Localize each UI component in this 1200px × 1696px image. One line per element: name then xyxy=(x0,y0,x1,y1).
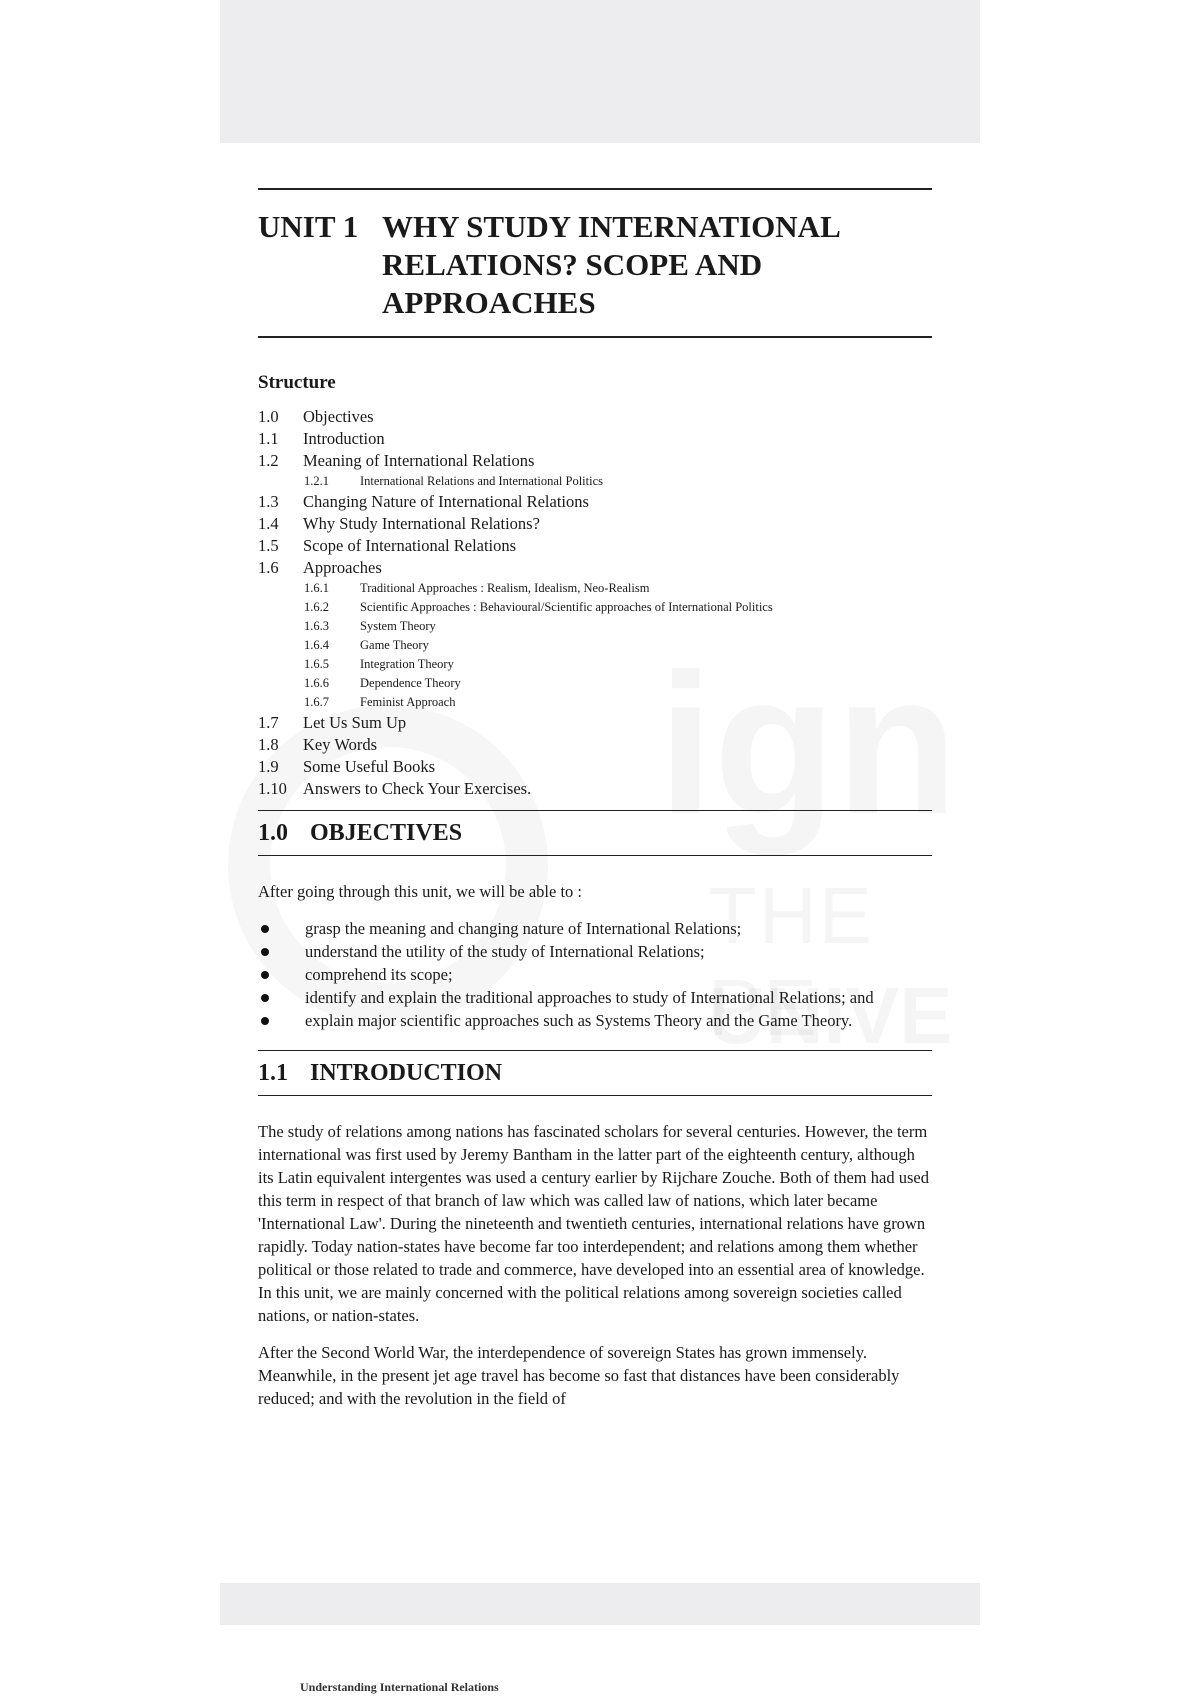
list-item xyxy=(258,1009,932,1032)
bullet-icon xyxy=(258,986,305,1009)
structure-item-label: Approaches xyxy=(303,558,382,577)
introduction-paragraph-2: After the Second World War, the interdependence of sovereign States has grown immensely. Meanwhile, in the present jet age travel has become so fast that distances have been considerably reduced; and with the revolution in the field of xyxy=(258,1343,900,1408)
structure-item-label: Why Study International Relations? xyxy=(303,514,540,533)
structure-item xyxy=(258,513,932,535)
structure-item-label: Answers to Check Your Exercises. xyxy=(303,779,532,798)
structure-item-number: 1.9 xyxy=(258,757,279,776)
structure-item-label: Objectives xyxy=(303,407,374,426)
structure-subitem xyxy=(258,472,932,491)
unit-title-line: APPROACHES xyxy=(382,285,596,320)
structure-item-label: Changing Nature of International Relations xyxy=(303,492,589,511)
structure-item xyxy=(258,428,932,450)
structure-item-label: Key Words xyxy=(303,735,377,754)
structure-item-label: Introduction xyxy=(303,429,385,448)
list-item-text: comprehend its scope; xyxy=(305,965,453,984)
introduction-bottom-rule xyxy=(258,1095,932,1096)
bullet-icon xyxy=(258,940,305,963)
document-page xyxy=(258,188,932,1410)
section-number: 1.0 xyxy=(258,820,288,846)
structure-item-number: 1.6.6 xyxy=(304,676,329,690)
structure-item-label: Traditional Approaches : Realism, Idealism, Neo-Realism xyxy=(360,581,650,595)
objectives-intro: After going through this unit, we will be able to : xyxy=(258,882,582,901)
objectives-heading xyxy=(258,811,932,855)
structure-subitem xyxy=(258,598,932,617)
bullet-icon xyxy=(258,917,305,940)
structure-item-label: Scope of International Relations xyxy=(303,536,517,555)
structure-subitem xyxy=(258,655,932,674)
structure-item xyxy=(258,557,932,579)
unit-title-block xyxy=(258,208,932,322)
structure-item xyxy=(258,756,932,778)
structure-item-number: 1.0 xyxy=(258,407,279,426)
structure-item-number: 1.2 xyxy=(258,451,279,470)
section-title: OBJECTIVES xyxy=(310,820,463,846)
structure-item-label: Meaning of International Relations xyxy=(303,451,535,470)
structure-item-number: 1.6.7 xyxy=(304,695,329,709)
structure-item-number: 1.6.1 xyxy=(304,581,329,595)
structure-item xyxy=(258,535,932,557)
top-gray-band xyxy=(220,0,980,143)
title-bottom-rule xyxy=(258,336,932,338)
list-item xyxy=(258,917,932,940)
structure-item-number: 1.7 xyxy=(258,713,279,732)
structure-item-label: Integration Theory xyxy=(360,657,454,671)
structure-item-number: 1.6.4 xyxy=(304,638,329,652)
structure-item xyxy=(258,778,932,800)
introduction-heading xyxy=(258,1051,932,1095)
objectives-list xyxy=(258,917,932,1032)
structure-subitem xyxy=(258,693,932,712)
structure-subitem xyxy=(258,579,932,598)
unit-title-line: RELATIONS? SCOPE AND xyxy=(382,247,763,282)
unit-title-line: WHY STUDY INTERNATIONAL xyxy=(382,209,841,244)
structure-item-label: Some Useful Books xyxy=(303,757,435,776)
structure-item-number: 1.1 xyxy=(258,429,279,448)
structure-item-number: 1.10 xyxy=(258,779,287,798)
unit-title xyxy=(382,208,841,322)
structure-item-number: 1.8 xyxy=(258,735,279,754)
structure-subitem xyxy=(258,636,932,655)
list-item-text: identify and explain the traditional approaches to study of International Relations; and xyxy=(305,988,874,1007)
structure-item-label: Dependence Theory xyxy=(360,676,461,690)
structure-item xyxy=(258,712,932,734)
bullet-icon xyxy=(258,1009,305,1032)
bottom-gray-band xyxy=(220,1583,980,1625)
list-item-text: understand the utility of the study of International Relations; xyxy=(305,942,705,961)
list-item xyxy=(258,940,932,963)
structure-item-number: 1.6.3 xyxy=(304,619,329,633)
structure-item xyxy=(258,406,932,428)
structure-subitem xyxy=(258,617,932,636)
list-item-text: grasp the meaning and changing nature of International Relations; xyxy=(305,919,742,938)
section-number: 1.1 xyxy=(258,1060,288,1086)
structure-item-label: Feminist Approach xyxy=(360,695,456,709)
bullet-icon xyxy=(258,963,305,986)
structure-item-number: 1.4 xyxy=(258,514,279,533)
structure-item-number: 1.6 xyxy=(258,558,279,577)
structure-item xyxy=(258,491,932,513)
structure-item xyxy=(258,450,932,472)
list-item xyxy=(258,963,932,986)
structure-item-label: System Theory xyxy=(360,619,436,633)
structure-item-label: International Relations and International Politics xyxy=(360,474,603,488)
list-item xyxy=(258,986,932,1009)
structure-item-label: Game Theory xyxy=(360,638,429,652)
unit-label: UNIT 1 xyxy=(258,209,359,244)
section-title: INTRODUCTION xyxy=(310,1060,503,1086)
structure-item-number: 1.6.5 xyxy=(304,657,329,671)
introduction-paragraph-1: The study of relations among nations has fascinated scholars for several centuries. However, the term international was first used by Jeremy Bantham in the latter part of the eighteenth century, although its Latin equivalent intergentes was used a century earlier by Rijchare Zouche. Both of them had used this term in respect of that branch of law which was called law of nations, which later became 'International Law'. During the nineteenth and twentieth centuries, international relations have grown rapidly. Today nation-states have become far too interdependent; and relations among them whether political or those related to trade and commerce, have developed into an essential area of knowledge. In this unit, we are mainly concerned with the political relations among sovereign societies called nations, or nation-states. xyxy=(258,1122,929,1325)
structure-subitem xyxy=(258,674,932,693)
structure-item-number: 1.5 xyxy=(258,536,279,555)
structure-item-label: Scientific Approaches : Behavioural/Scientific approaches of International Politics xyxy=(360,600,773,614)
list-item-text: explain major scientific approaches such as Systems Theory and the Game Theory. xyxy=(305,1011,853,1030)
structure-list xyxy=(258,406,932,800)
next-page-footer: Understanding International Relations xyxy=(300,1680,499,1694)
structure-item-number: 1.6.2 xyxy=(304,600,329,614)
structure-heading: Structure xyxy=(258,372,336,393)
structure-item-number: 1.3 xyxy=(258,492,279,511)
structure-item-number: 1.2.1 xyxy=(304,474,329,488)
title-top-rule xyxy=(258,188,932,190)
structure-item xyxy=(258,734,932,756)
structure-item-label: Let Us Sum Up xyxy=(303,713,407,732)
objectives-bottom-rule xyxy=(258,855,932,856)
